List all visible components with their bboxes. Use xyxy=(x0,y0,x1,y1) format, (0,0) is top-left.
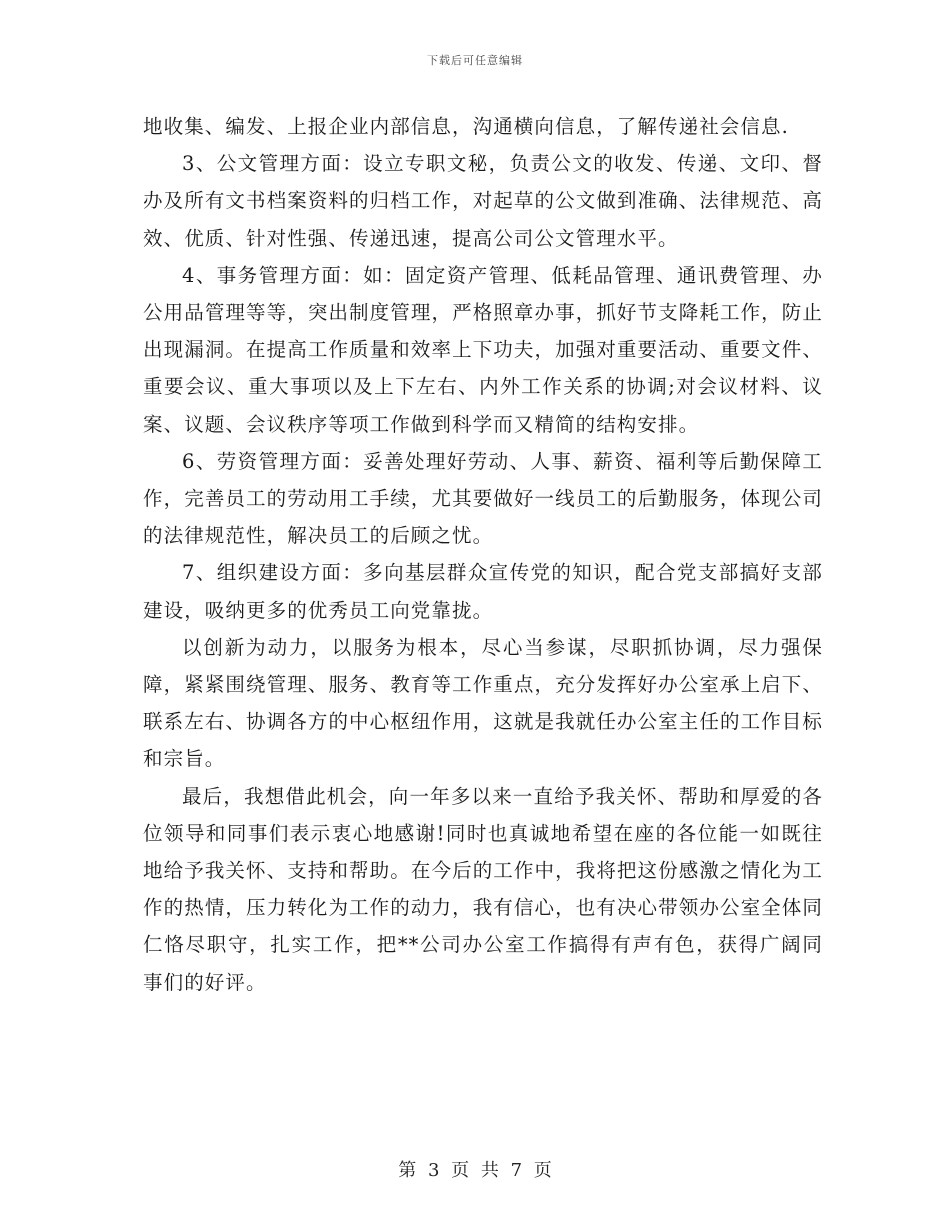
paragraph-closing-thanks: 最后，我想借此机会，向一年多以来一直给予我关怀、帮助和厚爱的各位领导和同事们表示衷心地感谢!同时也真诚地希望在座的各位能一如既往地给予我关怀、支持和帮助。在今后的工作中，我将把这份感激之情化为工作的热情，压力转化为工作的动力，我有信心，也有决心带领办公室全体同仁恪尽职守，扎实工作，把**公司办公室工作搞得有声有色，获得广阔同事们的好评。 xyxy=(143,784,823,994)
paragraph-labor-management: 6、劳资管理方面：妥善处理好劳动、人事、薪资、福利等后勤保障工作，完善员工的劳动用工手续，尤其要做好一线员工的后勤服务，体现公司的法律规范性，解决员工的后顾之忧。 xyxy=(143,449,823,548)
paragraph-work-goals: 以创新为动力，以服务为根本，尽心当参谋，尽职抓协调，尽力强保障，紧紧围绕管理、服务、教育等工作重点，充分发挥好办公室承上启下、联系左右、协调各方的中心枢纽作用，这就是我就任办公室主任的工作目标和宗旨。 xyxy=(143,635,823,771)
paragraph-continuation: 地收集、编发、上报企业内部信息，沟通横向信息，了解传递社会信息. xyxy=(143,115,789,138)
page-number-footer: 第 3 页 共 7 页 xyxy=(398,1160,552,1181)
paragraph-document-management: 3、公文管理方面：设立专职文秘，负责公文的收发、传递、文印、督办及所有文书档案资料的归档工作，对起草的公文做到准确、法律规范、高效、优质、针对性强、传递迅速，提高公司公文管理水平。 xyxy=(143,152,823,250)
paragraph-organization-building: 7、组织建设方面：多向基层群众宣传党的知识，配合党支部搞好支部建设，吸纳更多的优秀员工向党靠拢。 xyxy=(143,561,823,622)
paragraph-affairs-management: 4、事务管理方面：如：固定资产管理、低耗品管理、通讯费管理、办公用品管理等等，突出制度管理，严格照章办事，抓好节支降耗工作，防止出现漏洞。在提高工作质量和效率上下功夫，加强对重要活动、重要文件、重要会议、重大事项以及上下左右、内外工作关系的协调;对会议材料、议案、议题、会议秩序等项工作做到科学而又精简的结构安排。 xyxy=(143,263,823,436)
page-header-note: 下载后可任意编辑 xyxy=(427,54,523,67)
document-body xyxy=(143,108,823,1001)
